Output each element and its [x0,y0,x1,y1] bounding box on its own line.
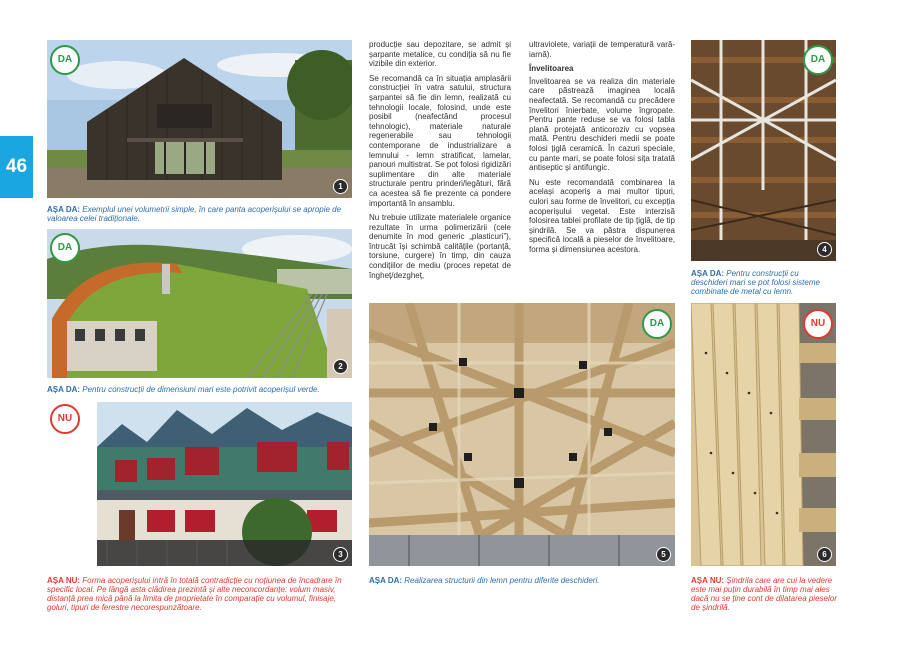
photo-number: 6 [817,547,832,562]
caption-lead: AȘA DA: [691,269,725,278]
photo-number: 2 [333,359,348,374]
photo-number: 4 [817,242,832,257]
caption-lead: AȘA DA: [47,385,81,394]
paragraph: Se recomandă ca în situația amplasării construcției în vatra satului, structura șarpantei să fie din lemn, realizată cu tehnologii locale, folosind, unde este posibil (neafectând procesul tehnologic), materiale naturale regenerabile sau tehnologii contemporane de industrializare a lemnului - lemn stratificat, lamelar, panouri multistrat. Se pot folosi rigidizări suplimentare din alte materiale structurale pentru prinderi/legături, fără ca acestea să fie prezente ca pondere importantă în ansamblu. [369,73,511,208]
caption-text: Șindrila care are cui la vedere este mai puțin durabilă în timp mai ales dacă nu se ține cont de dilatarea pieselor de șindrilă. [691,576,837,612]
paragraph: Învelitoarea se va realiza din materiale care păstrează imaginea locală neafectată. Se recomandă cu precădere învelitori înierbate, volume îngropate. Pentru pante reduse se va folosi tabla plană protejată anticoroziv cu vopsea mată. Pentru deschideri medii se poate folosi țiglă ceramică. În cazuri speciale, cu pante mari, se poate folosi sița tratată antiseptic și antifungic. [529,76,675,173]
nu-badge: NU [50,404,80,434]
timber-illustration [369,303,675,566]
caption-4 [691,269,837,296]
building-illustration [97,402,352,566]
caption-text: Realizarea structurii din lemn pentru diferite deschideri. [402,576,600,585]
text-column-2 [529,40,675,259]
page-number-tab: 46 [0,136,33,198]
caption-lead: AȘA DA: [47,205,81,214]
caption-text: Exemplul unei volumetrii simple, în care panta acoperișului se apropie de valoarea celei tradiționale. [47,205,342,223]
shingles-illustration [691,303,836,566]
caption-2 [47,385,353,394]
da-badge: DA [50,45,80,75]
da-badge: DA [642,309,672,339]
caption-3 [47,576,357,612]
caption-lead: AȘA NU: [47,576,81,585]
paragraph: producție sau depozitare, se admit și șarpante metalice, cu condiția să nu fie vizibile din exterior. [369,40,511,69]
green-roof-illustration [47,229,352,378]
section-heading: Învelitoarea [529,64,574,74]
caption-6 [691,576,837,612]
photo-number: 3 [333,547,348,562]
photo-shingles [691,303,836,566]
paragraph: ultraviolete, variații de temperatură vară-iarnă). [529,40,675,59]
photo-number: 5 [656,547,671,562]
photo-number: 1 [333,179,348,194]
photo-timber-structure [369,303,675,566]
caption-text: Pentru construcții cu deschideri mari se pot folosi sisteme combinate de metal cu lemn. [691,269,820,296]
photo-barn [47,40,352,198]
caption-1 [47,205,353,223]
nu-badge: NU [803,309,833,339]
caption-lead: AȘA NU: [691,576,725,585]
barn-illustration [47,40,352,198]
da-badge: DA [803,45,833,75]
photo-green-roof [47,229,352,378]
paragraph: Nu este recomandată combinarea la același acoperiș a mai multor tipuri, culori sau forme de învelitori, cu excepția acoperișului vegetal. Este interzisă folosirea tablei profilate de tip țiglă, de tip șindrilă. Se va păstra dispunerea specifică locală a pieselor de învelitoare, forma și dimensiunea acestora. [529,177,675,254]
caption-text: Forma acoperișului intră în totală contradicție cu noțiunea de încadrare în specific local. Pe lângă asta clădirea prezintă și alte neconcordanțe: volum masiv, distanță prea mică până la limita de proprietate în comparație cu volumul, finisaje, goluri, tipuri de ferestre necorespunzătoare. [47,576,342,612]
da-badge: DA [50,233,80,263]
caption-lead: AȘA DA: [369,576,403,585]
photo-bad-building [97,402,352,566]
text-column-1 [369,40,511,285]
caption-text: Pentru construcții de dimensiuni mari este potrivit acoperișul verde. [80,385,320,394]
paragraph: Nu trebuie utilizate materialele organice rezultate în urma polimerizării (cele denumite în mod generic „plasticuri”), întrucât își schimbă calitățile (portanță, torsiune, curgere) în timp, din cauza condițiilor de mediu (proces repetat de îngheț/dezgheț, [369,213,511,280]
caption-5 [369,576,675,585]
